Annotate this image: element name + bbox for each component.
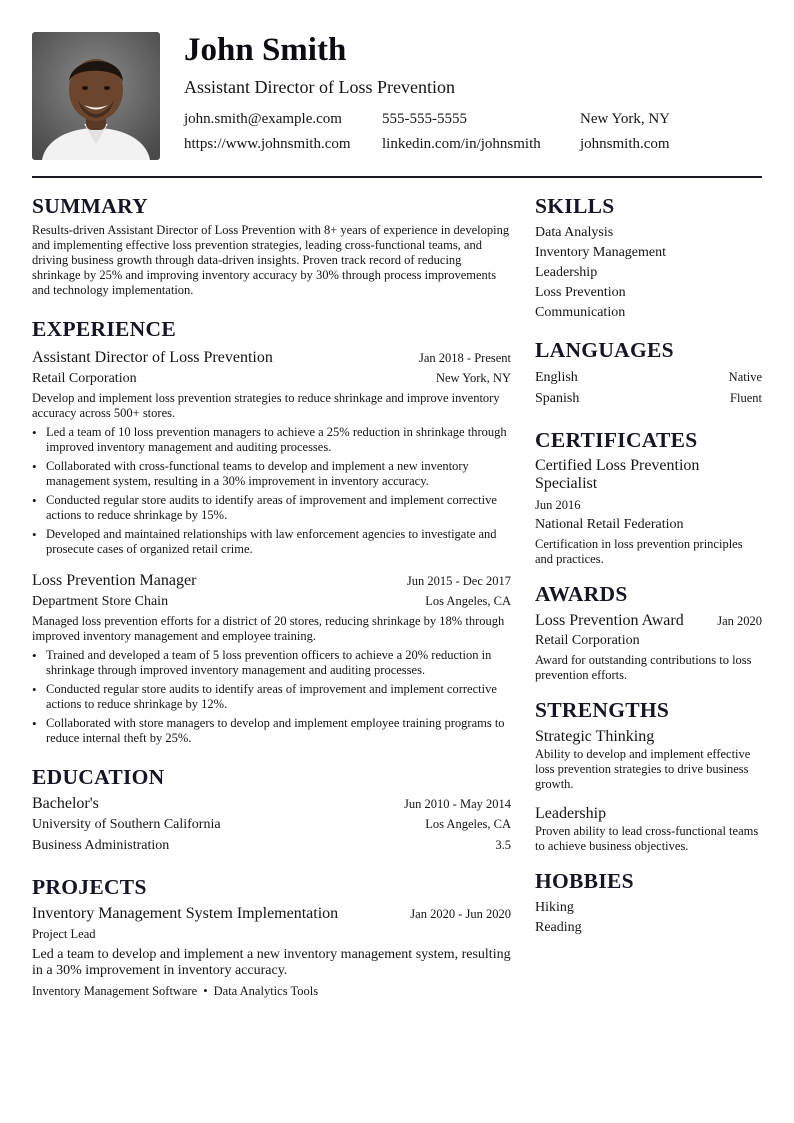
education-score: 3.5 (495, 838, 511, 852)
certificates-section (535, 427, 762, 567)
job-company: Department Store Chain (32, 594, 169, 609)
hobby-item: Reading (535, 920, 582, 935)
experience-item (32, 571, 511, 746)
job-dates: Jan 2018 - Present (419, 351, 511, 365)
skills-section (535, 193, 762, 323)
contact-website[interactable]: https://www.johnsmith.com (184, 136, 351, 152)
section-title-languages: LANGUAGES (535, 338, 674, 362)
contact-location: New York, NY (580, 111, 671, 127)
education-institution: University of Southern California (32, 817, 221, 832)
section-title-experience: EXPERIENCE (32, 317, 176, 341)
job-location: New York, NY (435, 371, 511, 385)
experience-item (32, 348, 511, 557)
certificate-issuer: National Retail Federation (535, 517, 684, 532)
tool-separator: • (203, 984, 208, 998)
main-column (32, 193, 511, 999)
education-location: Los Angeles, CA (425, 817, 511, 831)
job-summary: Managed loss prevention efforts for a district of 20 stores, reducing shrinkage by 18% through improved inventory management and employee training. (32, 614, 505, 643)
award-name: Loss Prevention Award (535, 612, 684, 629)
skill-item: Data Analysis (535, 225, 614, 240)
job-company: Retail Corporation (32, 371, 137, 386)
job-dates: Jun 2015 - Dec 2017 (406, 574, 511, 588)
contact-portfolio[interactable]: johnsmith.com (580, 136, 670, 152)
section-title-summary: SUMMARY (32, 194, 148, 218)
section-title-skills: SKILLS (535, 194, 615, 218)
project-role: Project Lead (32, 927, 96, 941)
skill-item: Leadership (535, 265, 598, 280)
contact-linkedin[interactable]: linkedin.com/in/johnsmith (382, 136, 541, 152)
job-summary: Develop and implement loss prevention strategies to reduce shrinkage and improve inventory accuracy across 500+ stores. (32, 391, 500, 420)
awards-section (535, 581, 762, 683)
section-title-strengths: STRENGTHS (535, 698, 670, 722)
job-highlight: • Developed and maintained relationships with law enforcement agencies to investigate and prosecute cases of organized retail crime. (32, 527, 511, 557)
education-section (32, 764, 511, 856)
strength-description: Proven ability to lead cross-functional teams to achieve business objectives. (535, 824, 759, 853)
project-tool: Inventory Management Software (32, 984, 198, 998)
summary-text: Results-driven Assistant Director of Loss Prevention with 8+ years of experience in developing and implementing effective loss prevention strategies, leading cross-functional teams, and driving business growth through data-driven insights. Proven track record of reducing shrinkage by 25% and improving inventory accuracy by 30% through process improvements and technology implementation. (32, 223, 510, 297)
section-title-certificates: CERTIFICATES (535, 428, 698, 452)
certificate-date: Jun 2016 (535, 498, 581, 512)
skill-item: Loss Prevention (535, 285, 626, 300)
candidate-headline: Assistant Director of Loss Prevention (184, 77, 455, 97)
candidate-name: John Smith (184, 32, 347, 68)
job-highlight: • Conducted regular store audits to identify areas of improvement and implement corrective actions to reduce shrinkage by 12%. (32, 682, 511, 712)
sidebar-column (535, 193, 762, 938)
certificate-name: Certified Loss Prevention Specialist (535, 457, 700, 492)
summary-section (32, 193, 511, 298)
contact-email[interactable]: john.smith@example.com (184, 111, 342, 127)
award-awarder: Retail Corporation (535, 633, 640, 648)
section-title-education: EDUCATION (32, 765, 165, 789)
job-highlight: • Collaborated with cross-functional teams to develop and implement a new inventory management system, resulting in a 30% improvement in inventory accuracy. (32, 459, 511, 489)
education-area: Business Administration (32, 838, 170, 853)
job-highlights (32, 425, 511, 557)
job-position: Assistant Director of Loss Prevention (32, 349, 273, 366)
project-tool: Data Analytics Tools (213, 984, 319, 998)
strengths-section (535, 697, 762, 854)
strength-description: Ability to develop and implement effective loss prevention strategies to drive business growth. (535, 747, 751, 791)
hobby-item: Hiking (535, 900, 574, 915)
skill-item: Inventory Management (535, 245, 667, 260)
section-title-awards: AWARDS (535, 582, 628, 606)
project-name: Inventory Management System Implementation (32, 905, 339, 922)
section-title-hobbies: HOBBIES (535, 869, 634, 893)
hobbies-section (535, 868, 762, 938)
job-location: Los Angeles, CA (425, 594, 511, 608)
strength-name: Strategic Thinking (535, 728, 655, 745)
projects-section (32, 874, 511, 999)
experience-section (32, 316, 511, 746)
project-description: Led a team to develop and implement a new inventory management system, resulting in a 30% improvement in inventory accuracy. (32, 947, 511, 978)
header-divider (32, 176, 762, 178)
languages-section (535, 337, 762, 409)
job-highlight: • Conducted regular store audits to identify areas of improvement and implement corrective actions to reduce shrinkage by 15%. (32, 493, 511, 523)
section-title-projects: PROJECTS (32, 875, 147, 899)
job-highlight: • Trained and developed a team of 5 loss prevention officers to achieve a 20% reduction in shrinkage through improved inventory management and auditing processes. (32, 648, 511, 678)
language-level: Native (728, 370, 762, 384)
project-dates: Jan 2020 - Jun 2020 (410, 907, 511, 921)
award-date: Jan 2020 (717, 614, 762, 628)
language-name: English (535, 370, 578, 385)
language-name: Spanish (535, 391, 580, 406)
award-description: Award for outstanding contributions to loss prevention efforts. (535, 653, 752, 682)
education-dates: Jun 2010 - May 2014 (404, 797, 511, 811)
certificate-description: Certification in loss prevention principles and practices. (535, 537, 743, 566)
job-highlights (32, 648, 511, 746)
profile-photo (32, 32, 160, 160)
language-level: Fluent (730, 391, 762, 405)
job-position: Loss Prevention Manager (32, 572, 197, 589)
project-tools (32, 983, 511, 999)
education-degree: Bachelor's (32, 795, 99, 812)
job-highlight: • Led a team of 10 loss prevention managers to achieve a 25% reduction in shrinkage through improved inventory management and auditing processes. (32, 425, 511, 455)
strength-name: Leadership (535, 805, 607, 822)
contact-phone[interactable]: 555-555-5555 (382, 111, 467, 127)
skill-item: Communication (535, 305, 626, 320)
job-highlight: • Collaborated with store managers to develop and implement employee training programs to reduce internal theft by 25%. (32, 716, 511, 746)
